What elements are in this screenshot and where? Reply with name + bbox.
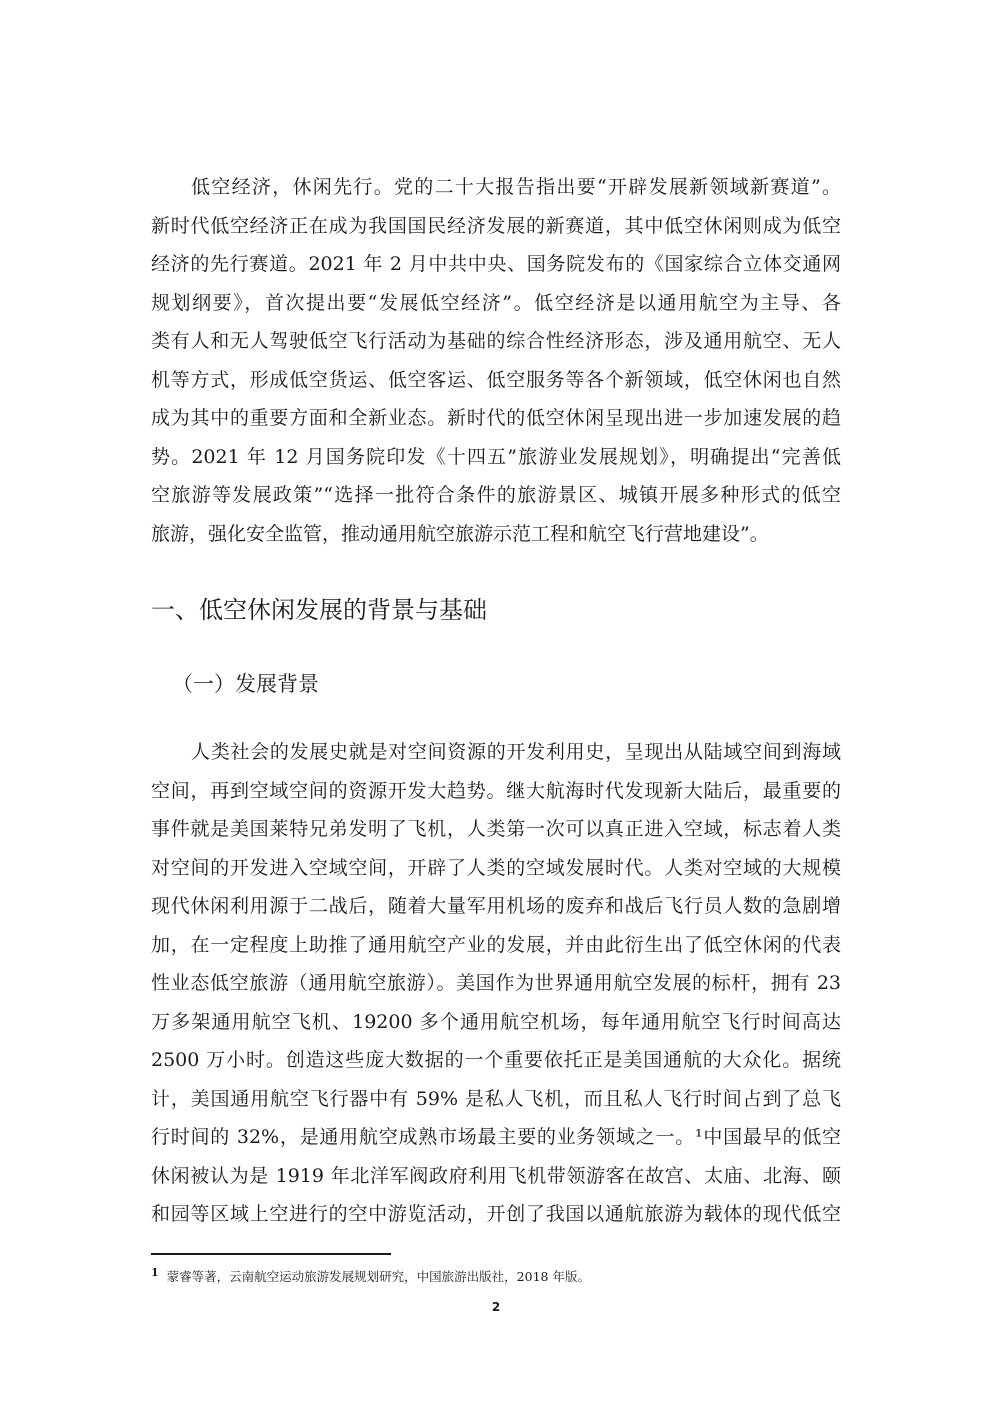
paragraph-line: 2500 万小时。创造这些庞大数据的一个重要依托正是美国通航的大众化。据统 (151, 1049, 841, 1071)
paragraph-line: 势。2021 年 12 月国务院印发《十四五”旅游业发展规划》，明确提出“完善低 (151, 445, 841, 468)
footnote-mark: 1 (151, 1266, 159, 1279)
body-paragraph (151, 733, 841, 1234)
paragraph-line: 规划纲要》，首次提出要“发展低空经济”。低空经济是以通用航空为主导、各 (151, 291, 841, 314)
paragraph-line: 万多架通用航空飞机、19200 多个通用航空机场，每年通用航空飞行时间高达 (151, 1010, 841, 1033)
intro-paragraph (151, 168, 841, 553)
paragraph-line: 空旅游等发展政策”“选择一批符合条件的旅游景区、城镇开展多种形式的低空 (151, 484, 841, 506)
paragraph-line: 对空间的开发进入空域空间，开辟了人类的空域发展时代。人类对空域的大规模 (151, 856, 841, 879)
paragraph-line: 经济的先行赛道。2021 年 2 月中共中央、国务院发布的《国家综合立体交通网 (151, 253, 841, 275)
footnote-divider (151, 1253, 391, 1255)
subsection-heading: （一）发展背景 (172, 672, 319, 696)
footnote (151, 1263, 841, 1287)
section-heading: 一、低空休闲发展的背景与基础 (151, 596, 487, 624)
paragraph-line: 性业态低空旅游（通用航空旅游）。美国作为世界通用航空发展的标杆，拥有 23 (151, 972, 841, 994)
paragraph-line: 人类社会的发展史就是对空间资源的开发利用史，呈现出从陆域空间到海域 (191, 741, 841, 763)
footnote-text: 蒙睿等著，云南航空运动旅游发展规划研究，中国旅游出版社，2018 年版。 (166, 1269, 590, 1285)
paragraph-line: 计，美国通用航空飞行器中有 59% 是私人飞机，而且私人飞行时间占到了总飞 (151, 1087, 841, 1110)
paragraph-line: 低空经济，休闲先行。党的二十大报告指出要“开辟发展新领域新赛道”。 (191, 176, 841, 198)
paragraph-line: 休闲被认为是 1919 年北洋军阀政府利用飞机带领游客在故宫、太庙、北海、颐 (151, 1164, 841, 1187)
paragraph-line: 新时代低空经济正在成为我国国民经济发展的新赛道，其中低空休闲则成为低空 (151, 214, 841, 237)
paragraph-line: 空间，再到空域空间的资源开发大趋势。继大航海时代发现新大陆后，最重要的 (151, 779, 841, 802)
paragraph-line: 行时间的 32%，是通用航空成熟市场最主要的业务领域之一。¹中国最早的低空 (151, 1126, 841, 1148)
paragraph-line: 类有人和无人驾驶低空飞行活动为基础的综合性经济形态，涉及通用航空、无人 (151, 330, 841, 352)
paragraph-line: 加，在一定程度上助推了通用航空产业的发展，并由此衍生出了低空休闲的代表 (151, 933, 841, 956)
paragraph-line: 旅游，强化安全监管，推动通用航空旅游示范工程和航空飞行营地建设”。 (151, 522, 769, 545)
paragraph-line: 和园等区域上空进行的空中游览活动，开创了我国以通航旅游为载体的现代低空 (151, 1203, 841, 1225)
paragraph-line: 现代休闲利用源于二战后，随着大量军用机场的废弃和战后飞行员人数的急剧增 (151, 895, 841, 917)
paragraph-line: 事件就是美国莱特兄弟发明了飞机，人类第一次可以真正进入空域，标志着人类 (151, 818, 841, 840)
paragraph-line: 机等方式，形成低空货运、低空客运、低空服务等各个新领域，低空休闲也自然 (151, 368, 841, 391)
paragraph-line: 成为其中的重要方面和全新业态。新时代的低空休闲呈现出进一步加速发展的趋 (151, 407, 841, 429)
page-number: 2 (491, 1300, 501, 1314)
